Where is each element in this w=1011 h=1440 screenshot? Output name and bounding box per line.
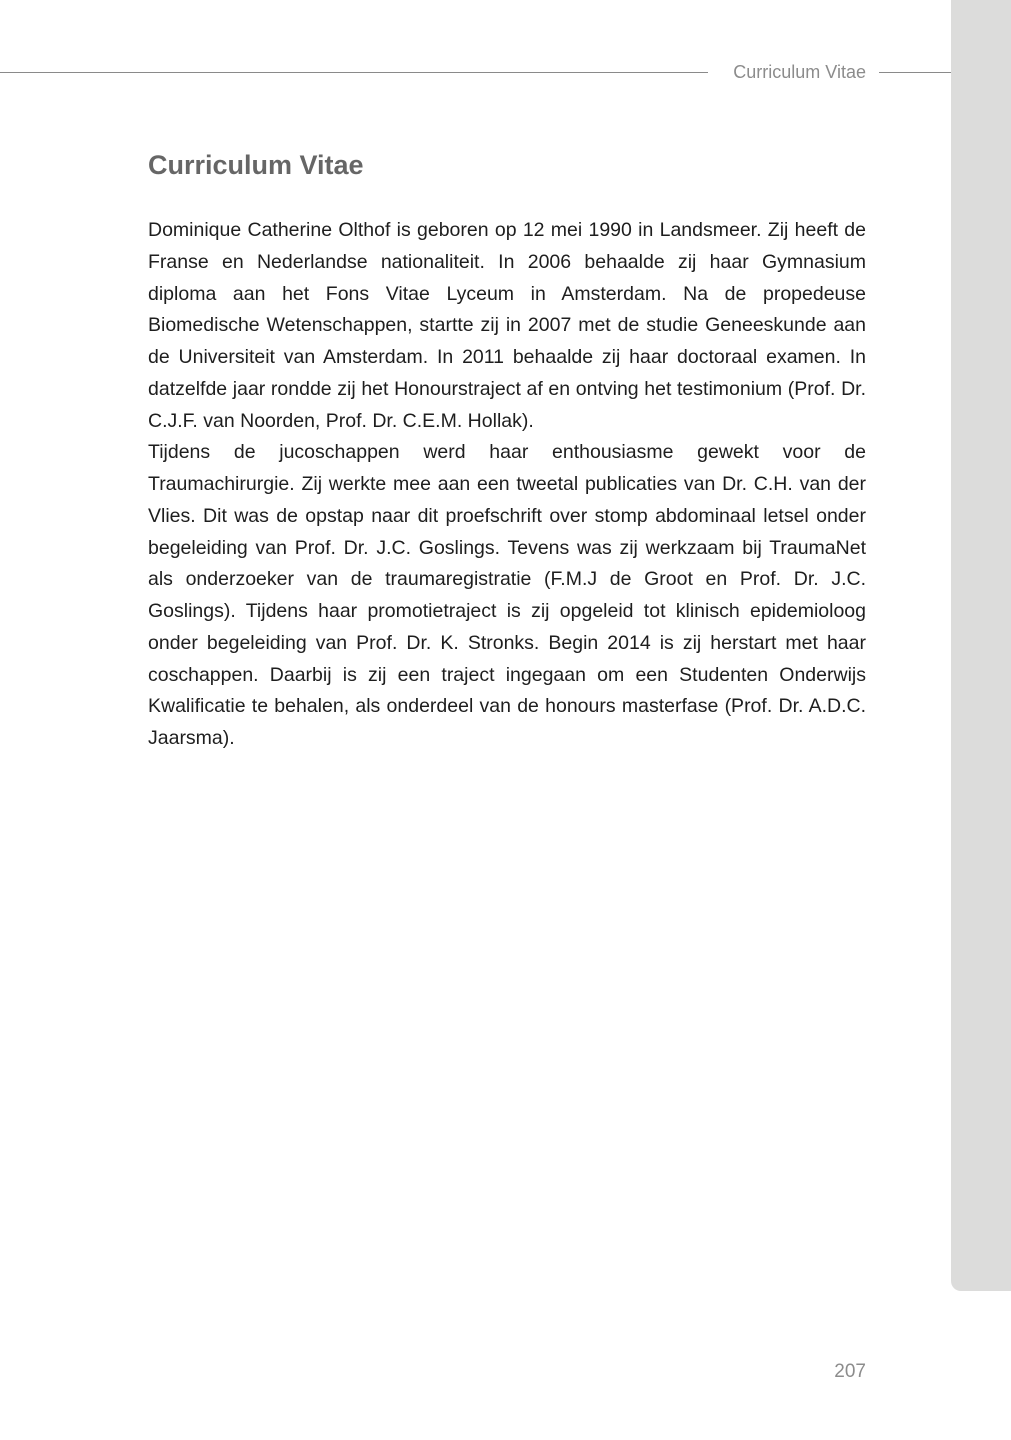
header-rule-left xyxy=(0,72,708,73)
paragraph-research: Tijdens de jucoschappen werd haar enthousiasme gewekt voor de Traumachirurgie. Zij werkte mee aan een tweetal publicaties van Dr. C.H. van der Vlies. Dit was de opstap naar dit proefschrift over stomp abdominaal letsel onder begeleiding van Prof. Dr. J.C. Goslings. Tevens was zij werkzaam bij TraumaNet als onderzoeker van de traumaregistratie (F.M.J de Groot en Prof. Dr. J.C. Goslings). Tijdens haar promotietraject is zij opgeleid tot klinisch epidemioloog onder begeleiding van Prof. Dr. K. Stronks. Begin 2014 is zij herstart met haar coschappen. Daarbij is zij een traject ingegaan om een Studenten Onderwijs Kwalificatie te behalen, als onderdeel van de honours masterfase (Prof. Dr. A.D.C. Jaarsma). xyxy=(148,441,866,749)
chapter-side-tab xyxy=(951,0,1011,1291)
page-title: Curriculum Vitae xyxy=(148,150,364,180)
page-number: 207 xyxy=(834,1361,866,1382)
body-text xyxy=(148,215,866,755)
paragraph-education: Dominique Catherine Olthof is geboren op 12 mei 1990 in Landsmeer. Zij heeft de Franse en Nederlandse nationaliteit. In 2006 behaalde zij haar Gymnasium diploma aan het Fons Vitae Lyceum in Amsterdam. Na de propedeuse Biomedische Wetenschappen, startte zij in 2007 met de studie Geneeskunde aan de Universiteit van Amsterdam. In 2011 behaalde zij haar doctoraal examen. In datzelfde jaar rondde zij het Honourstraject af en ontving het testimonium (Prof. Dr. C.J.F. van Noorden, Prof. Dr. C.E.M. Hollak). xyxy=(148,219,866,432)
running-header: Curriculum Vitae xyxy=(733,62,866,82)
